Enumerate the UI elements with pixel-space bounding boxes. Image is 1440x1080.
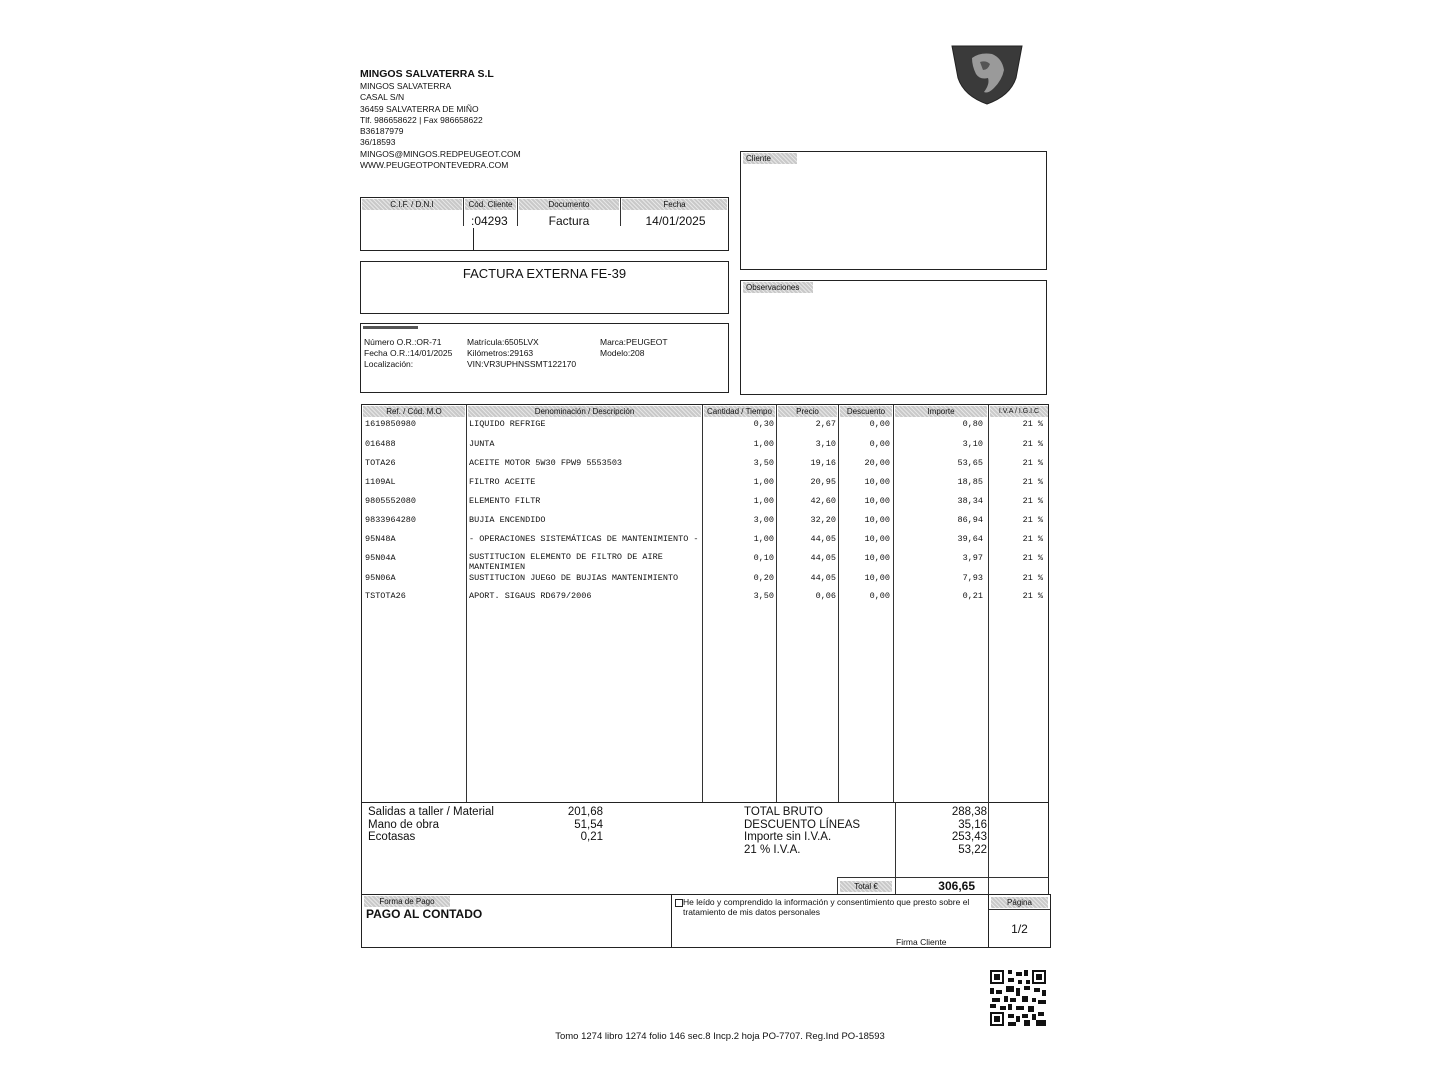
row-vat: 21 %	[1022, 515, 1043, 525]
row-quantity: 0,30	[753, 419, 774, 429]
client-code-label: Cód. Cliente	[465, 199, 516, 210]
order-date: Fecha O.R.:14/01/2025	[364, 348, 453, 358]
row-quantity: 3,00	[753, 515, 774, 525]
summary-left	[368, 806, 603, 844]
invoice-title: FACTURA EXTERNA FE-39	[462, 266, 627, 281]
consent-checkbox[interactable]	[675, 899, 683, 907]
header-price: Precio	[778, 406, 837, 417]
company-info	[360, 67, 660, 171]
row-vat: 21 %	[1022, 419, 1043, 429]
header-ref: Ref. / Cód. M.O	[363, 406, 465, 417]
header-quantity: Cantidad / Tiempo	[704, 406, 775, 417]
company-line: Tlf. 986658622 | Fax 986658622	[360, 114, 483, 125]
row-amount: 7,93	[962, 573, 983, 583]
row-quantity: 1,00	[753, 439, 774, 449]
row-amount: 0,21	[962, 591, 983, 601]
vehicle-col-plate	[467, 337, 576, 370]
order-number: Número O.R.:OR-71	[364, 337, 442, 347]
row-quantity: 0,20	[753, 573, 774, 583]
summary-right-labels	[744, 806, 860, 856]
consent-line: He leído y comprendido la información y consentimiento que presto sobre el	[683, 897, 970, 907]
kilometers: Kilómetros:29163	[467, 348, 534, 358]
row-discount: 0,00	[869, 439, 890, 449]
payment-value: PAGO AL CONTADO	[366, 907, 483, 921]
row-price: 19,16	[810, 458, 836, 468]
row-description: JUNTA	[469, 439, 495, 449]
row-description: SUSTITUCION JUEGO DE BUJIAS MANTENIMIENTO	[469, 573, 679, 583]
summary-value: 201,68	[567, 806, 603, 818]
row-vat: 21 %	[1022, 573, 1043, 583]
row-amount: 86,94	[957, 515, 983, 525]
header-vat: I.V.A / I.G.I.C	[990, 406, 1048, 417]
header-discount: Descuento	[840, 406, 892, 417]
location: Localización:	[364, 359, 414, 369]
summary-label: Salidas a taller / Material	[368, 806, 494, 818]
row-discount: 10,00	[864, 573, 890, 583]
row-vat: 21 %	[1022, 496, 1043, 506]
company-line: MINGOS SALVATERRA	[360, 81, 452, 91]
row-ref: 95N04A	[365, 553, 396, 563]
row-price: 3,10	[815, 439, 836, 449]
row-description: ACEITE MOTOR 5W30 FPW9 5553503	[469, 458, 623, 468]
company-line: 36/18593	[360, 137, 396, 148]
row-vat: 21 %	[1022, 591, 1043, 601]
row-discount: 10,00	[864, 477, 890, 487]
summary-value: 53,22	[958, 843, 987, 856]
row-price: 44,05	[810, 553, 836, 563]
consent-text	[683, 897, 969, 917]
row-amount: 0,80	[962, 419, 983, 429]
client-code-value: :04293	[471, 214, 508, 228]
date-value: 14/01/2025	[645, 214, 706, 228]
summary-right-values	[897, 806, 987, 856]
vehicle-col-order	[364, 337, 452, 370]
invoice-title-box	[360, 261, 729, 314]
peugeot-lion-shield-icon	[950, 44, 1024, 106]
summary-value: 288,38	[951, 806, 987, 818]
vehicle-box	[360, 323, 729, 393]
row-ref: 016488	[365, 439, 396, 449]
row-vat: 21 %	[1022, 439, 1043, 449]
row-discount: 10,00	[864, 515, 890, 525]
model: Modelo:208	[600, 348, 645, 358]
consent-box	[671, 894, 989, 948]
row-amount: 18,85	[957, 477, 983, 487]
company-line: WWW.PEUGEOTPONTEVEDRA.COM	[360, 160, 509, 171]
row-quantity: 1,00	[753, 477, 774, 487]
table-row	[362, 477, 1048, 495]
summary-value: 253,43	[951, 831, 987, 843]
row-discount: 10,00	[864, 553, 890, 563]
table-row	[362, 553, 1048, 573]
company-line: CASAL S/N	[360, 92, 405, 103]
consent-line: tratamiento de mis datos personales	[683, 907, 821, 917]
row-price: 0,06	[815, 591, 836, 601]
row-description: BUJIA ENCENDIDO	[469, 515, 546, 525]
row-price: 44,05	[810, 534, 836, 544]
document-value: Factura	[548, 214, 590, 228]
row-ref: TOTA26	[365, 458, 396, 468]
row-ref: 1109AL	[365, 477, 396, 487]
row-vat: 21 %	[1022, 553, 1043, 563]
plate: Matrícula:6505LVX	[467, 337, 539, 347]
header-description: Denominación / Descripción	[468, 406, 701, 417]
summary-label: TOTAL BRUTO	[744, 806, 823, 818]
summary-label: 21 % I.V.A.	[744, 843, 801, 856]
row-quantity: 1,00	[753, 534, 774, 544]
company-line: MINGOS@MINGOS.REDPEUGEOT.COM	[360, 148, 521, 159]
header-amount: Importe	[895, 406, 987, 417]
summary-label: Ecotasas	[368, 831, 416, 843]
table-row	[362, 419, 1048, 437]
total-label: Total €	[840, 881, 892, 892]
row-description	[469, 553, 663, 572]
row-quantity: 1,00	[753, 496, 774, 506]
row-ref: 9805552080	[365, 496, 417, 506]
row-price: 32,20	[810, 515, 836, 525]
row-amount: 3,10	[962, 439, 983, 449]
row-quantity: 3,50	[753, 591, 774, 601]
row-amount: 39,64	[957, 534, 983, 544]
row-ref: 9833964280	[365, 515, 417, 525]
payment-box	[361, 894, 672, 948]
vehicle-col-brand	[600, 337, 668, 359]
company-line: 36459 SALVATERRA DE MIÑO	[360, 103, 479, 114]
row-price: 20,95	[810, 477, 836, 487]
page-box	[988, 894, 1051, 948]
company-name: MINGOS SALVATERRA S.L	[360, 68, 494, 80]
row-amount: 53,65	[957, 458, 983, 468]
total-value: 306,65	[938, 879, 975, 893]
row-ref: 95N06A	[365, 573, 396, 583]
items-table	[361, 404, 1049, 803]
row-description: ELEMENTO FILTR	[469, 496, 541, 506]
vin: VIN:VR3UPHNSSMT122170	[467, 359, 577, 369]
table-row	[362, 534, 1048, 552]
row-quantity: 3,50	[753, 458, 774, 468]
row-discount: 10,00	[864, 534, 890, 544]
observations-box	[740, 280, 1047, 395]
client-box	[740, 151, 1047, 270]
page-label: Página	[991, 897, 1048, 908]
row-discount: 0,00	[869, 591, 890, 601]
summary-value: 0,21	[580, 831, 603, 843]
summary-label: DESCUENTO LÍNEAS	[744, 818, 861, 831]
summary-label: Mano de obra	[368, 818, 439, 831]
footer-registry: Tomo 1274 libro 1274 folio 146 sec.8 Incp.2 hoja PO-7707. Reg.Ind PO-18593	[555, 1031, 885, 1042]
table-row	[362, 496, 1048, 514]
row-amount: 3,97	[962, 553, 983, 563]
row-description: FILTRO ACEITE	[469, 477, 536, 487]
table-row	[362, 591, 1048, 609]
row-vat: 21 %	[1022, 477, 1043, 487]
summary-value: 35,16	[958, 818, 987, 831]
row-description-line: SUSTITUCION ELEMENTO DE FILTRO DE AIRE	[469, 553, 663, 562]
row-description: - OPERACIONES SISTEMÁTICAS DE MANTENIMIENTO -	[469, 534, 699, 544]
row-discount: 10,00	[864, 496, 890, 506]
summary-box	[361, 802, 1049, 895]
row-description: APORT. SIGAUS RD679/2006	[469, 591, 592, 601]
summary-value: 51,54	[574, 818, 603, 831]
row-quantity: 0,10	[753, 553, 774, 563]
row-price: 2,67	[815, 419, 836, 429]
table-row	[362, 439, 1048, 457]
cif-label: C.I.F. / D.N.I	[362, 199, 462, 210]
row-description: LIQUIDO REFRIGE	[469, 419, 546, 429]
table-row	[362, 573, 1048, 591]
document-label: Documento	[519, 199, 619, 210]
row-ref: 1619850980	[365, 419, 417, 429]
row-description-line: MANTENIMIEN	[469, 561, 526, 572]
row-price: 42,60	[810, 496, 836, 506]
page-number: 1/2	[1011, 922, 1028, 936]
table-row	[362, 458, 1048, 476]
row-ref: TSTOTA26	[365, 591, 406, 601]
date-label: Fecha	[622, 199, 727, 210]
company-line: B36187979	[360, 126, 404, 137]
qr-code-icon	[990, 970, 1046, 1026]
row-discount: 20,00	[864, 458, 890, 468]
table-row	[362, 515, 1048, 533]
brand: Marca:PEUGEOT	[600, 337, 668, 347]
row-vat: 21 %	[1022, 534, 1043, 544]
observations-label: Observaciones	[743, 282, 813, 293]
row-amount: 38,34	[957, 496, 983, 506]
row-discount: 0,00	[869, 419, 890, 429]
row-ref: 95N48A	[365, 534, 396, 544]
document-header-table	[360, 197, 729, 251]
client-label: Cliente	[743, 153, 797, 164]
payment-label: Forma de Pago	[364, 896, 450, 907]
row-vat: 21 %	[1022, 458, 1043, 468]
summary-label: Importe sin I.V.A.	[744, 831, 832, 843]
signature-label: Firma Cliente	[896, 937, 947, 947]
row-price: 44,05	[810, 573, 836, 583]
